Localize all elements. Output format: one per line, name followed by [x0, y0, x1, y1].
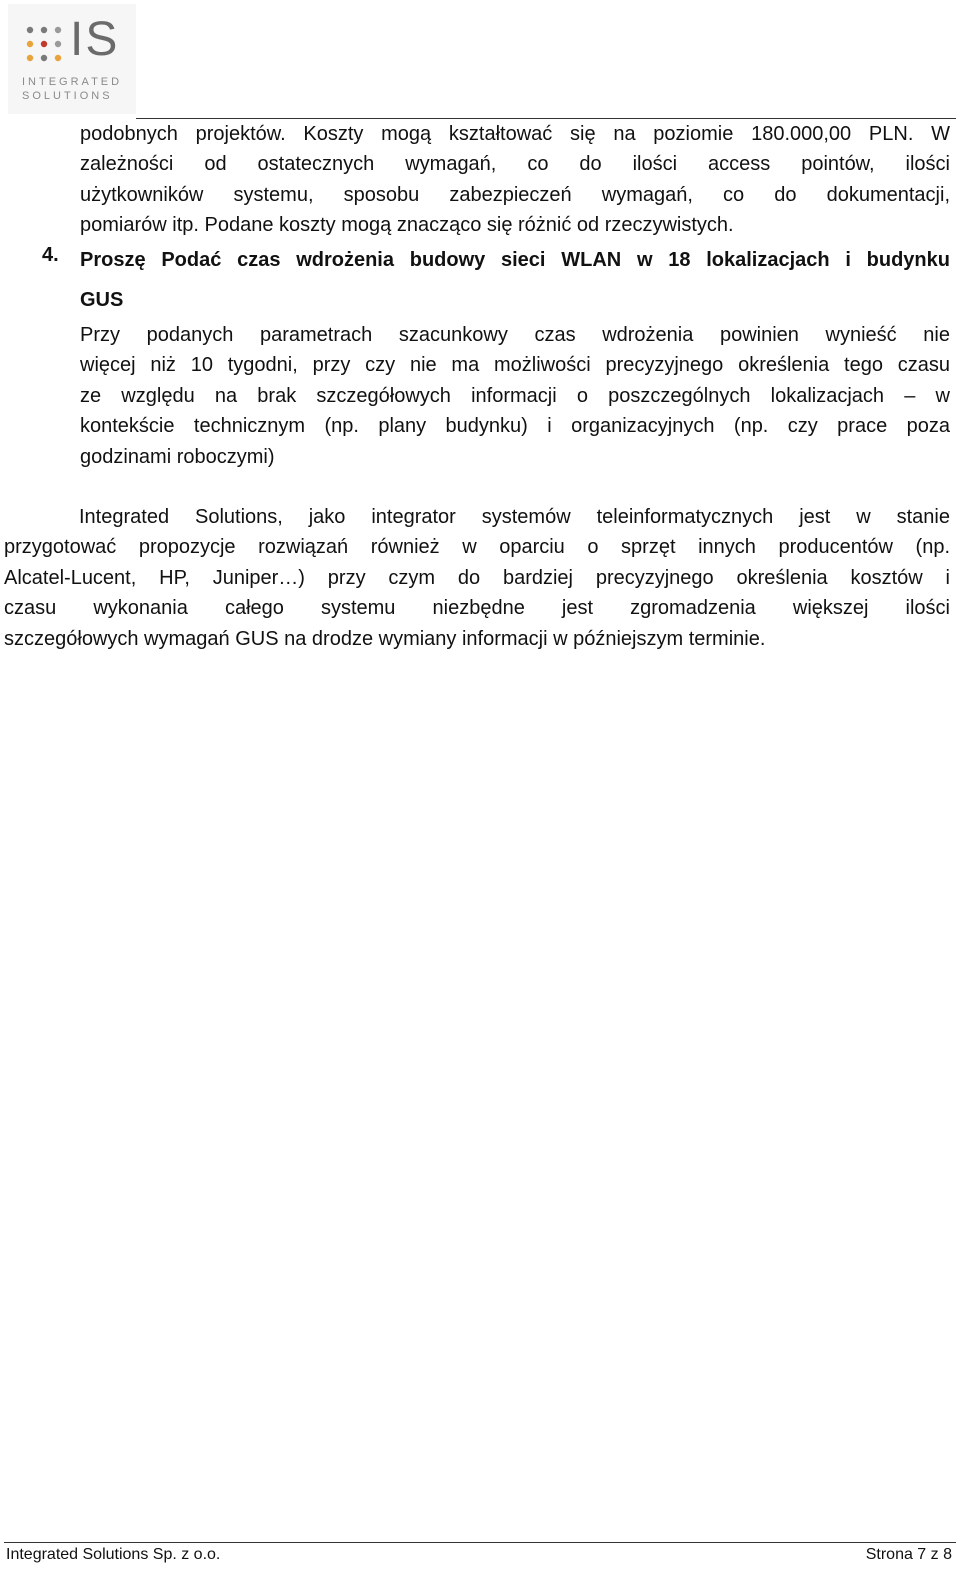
paragraph-line: godzinami roboczymi) [80, 445, 275, 468]
page-header [0, 0, 960, 120]
heading-line: GUS [80, 289, 124, 311]
paragraph-line: podobnych projektów. Koszty mogą kształtować się na poziomie 180.000,00 PLN. W [80, 123, 950, 145]
footer-divider [4, 1542, 956, 1543]
paragraph-line: przygotować propozycje rozwiązań również w oparciu o sprzęt innych producentów (np. [4, 536, 950, 559]
paragraph-line: Przy podanych parametrach szacunkowy czas wdrożenia powinien wynieść nie [80, 324, 950, 346]
heading-line: Proszę Podać czas wdrożenia budowy sieci WLAN w 18 lokalizacjach i budynku [80, 249, 950, 271]
paragraph-line: więcej niż 10 tygodni, przy czy nie ma możliwości precyzyjnego określenia tego czasu [80, 354, 950, 377]
paragraph-line: Alcatel-Lucent, HP, Juniper…) przy czym do bardziej precyzyjnego określenia kosztów i [4, 566, 950, 589]
footer-company: Integrated Solutions Sp. z o.o. [6, 1546, 221, 1563]
paragraph-line: kontekście technicznym (np. plany budynku) i organizacyjnych (np. czy prace poza [80, 415, 950, 438]
logo-subtitle-line2: SOLUTIONS [22, 90, 113, 102]
paragraph-line: pomiarów itp. Podane koszty mogą znacząco się różnić od rzeczywistych. [80, 214, 734, 237]
footer-page-number: Strona 7 z 8 [865, 1546, 952, 1563]
logo-subtitle-line1: INTEGRATED [22, 76, 123, 88]
paragraph-line: ze względu na brak szczegółowych informacji o poszczególnych lokalizacjach – w [80, 384, 950, 407]
logo-dots-icon [24, 24, 64, 64]
company-logo [8, 4, 136, 114]
item-number: 4. [42, 244, 59, 266]
answer-paragraph [80, 320, 950, 472]
paragraph-line: użytkowników systemu, sposobu zabezpieczeń wymagań, co do dokumentacji, [80, 183, 950, 206]
item-heading [80, 240, 950, 320]
logo-mark: IS [70, 13, 120, 66]
continuation-paragraph [80, 119, 950, 241]
summary-paragraph [4, 502, 950, 654]
paragraph-line: zależności od ostatecznych wymagań, co do ilości access pointów, ilości [80, 153, 950, 176]
paragraph-line: czasu wykonania całego systemu niezbędne jest zgromadzenia większej ilości [4, 597, 950, 620]
paragraph-line: szczegółowych wymagań GUS na drodze wymiany informacji w późniejszym terminie. [4, 627, 766, 650]
paragraph-line: Integrated Solutions, jako integrator systemów teleinformatycznych jest w stanie [79, 506, 950, 528]
